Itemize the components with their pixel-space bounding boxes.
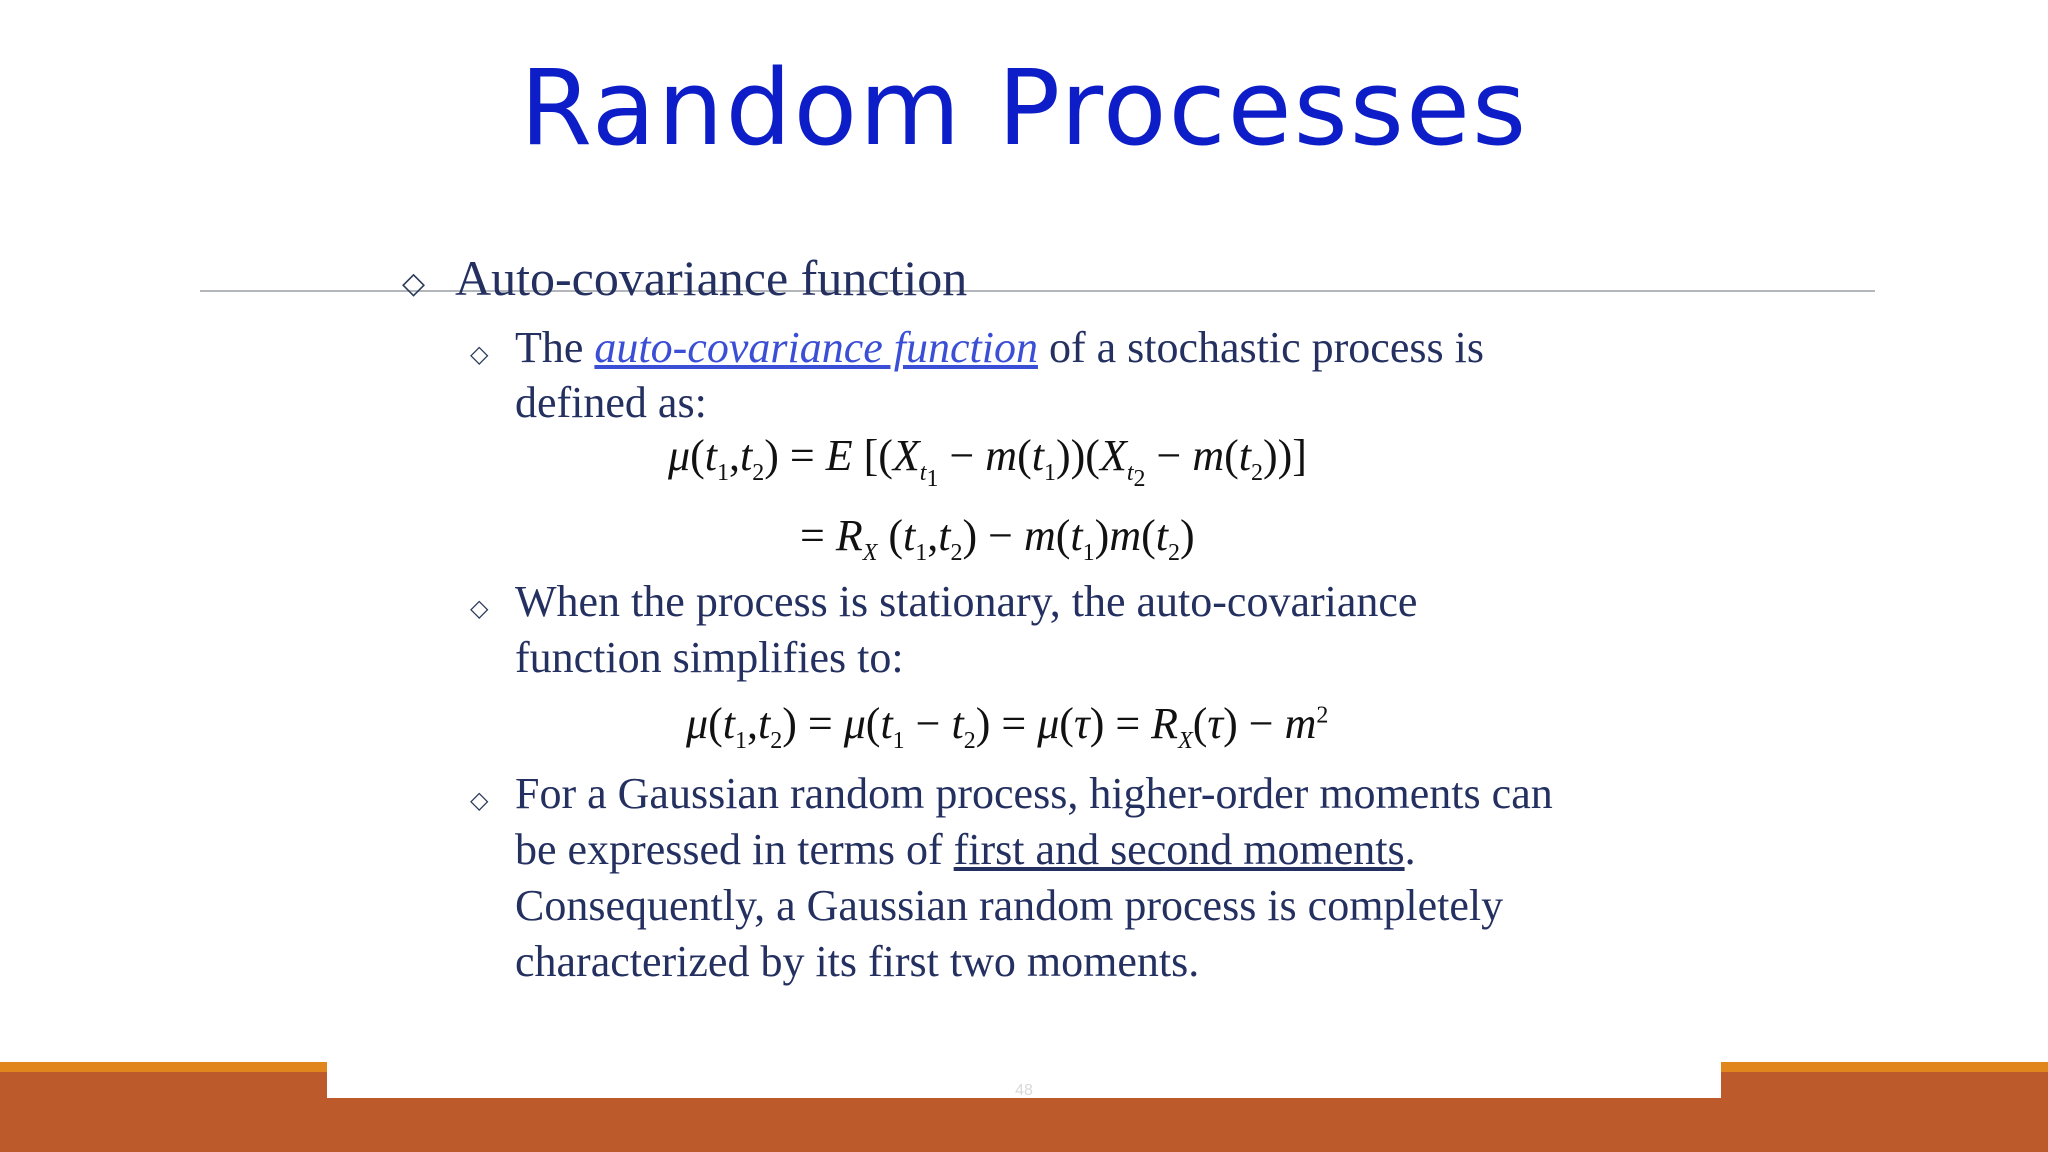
equation-autocovariance-expansion: = $R_X$ $(t_1,t_2) - m(t_1)m(t_2)$ <box>800 511 1195 566</box>
bullet-gaussian: For a Gaussian random process, higher-order moments can <box>515 769 1553 818</box>
bullet-definition-line2: defined as: <box>515 378 707 427</box>
bullet-gaussian-line2 <box>515 822 1416 878</box>
bullet-stationary: When the process is stationary, the auto-covariance <box>515 577 1418 626</box>
diamond-bullet-icon: ◇ <box>470 340 489 368</box>
diamond-bullet-icon: ◇ <box>402 266 426 301</box>
bullet-definition <box>515 320 1484 376</box>
bullet-stationary-line2: function simplifies to: <box>515 633 904 682</box>
bullet-definition-text-pre: The <box>515 323 595 372</box>
slide-title: Random Processes <box>519 47 1529 169</box>
bullet-gaussian-line4: characterized by its first two moments. <box>515 937 1200 986</box>
title-divider <box>200 290 1875 292</box>
bullet-auto-covariance: Auto-covariance function <box>455 250 968 306</box>
bullet-definition-text-post: of a stochastic process is <box>1037 323 1484 372</box>
first-second-moments-text: first and second moments <box>953 825 1405 874</box>
auto-covariance-link[interactable]: auto-covariance function <box>594 323 1038 372</box>
equation-autocovariance-def: $\mu(t_1,t_2) = E$ $[(X_{t_1} - m(t_1))(X_{t_2} - m(t_2))]$ <box>668 431 1307 492</box>
bullet-gaussian-text-pre: be expressed in terms of <box>515 825 954 874</box>
page-number: 48 <box>1015 1082 1033 1099</box>
diamond-bullet-icon: ◇ <box>470 786 489 814</box>
equation-stationary-autocovariance: $\mu(t_1,t_2) = \mu(t_1 - t_2) = \mu(\tau) = R_X(\tau) - m^2$ <box>686 699 1329 754</box>
diamond-bullet-icon: ◇ <box>470 594 489 622</box>
bullet-gaussian-line3: Consequently, a Gaussian random process is completely <box>515 881 1504 930</box>
bullet-gaussian-text-post: . <box>1404 825 1416 874</box>
